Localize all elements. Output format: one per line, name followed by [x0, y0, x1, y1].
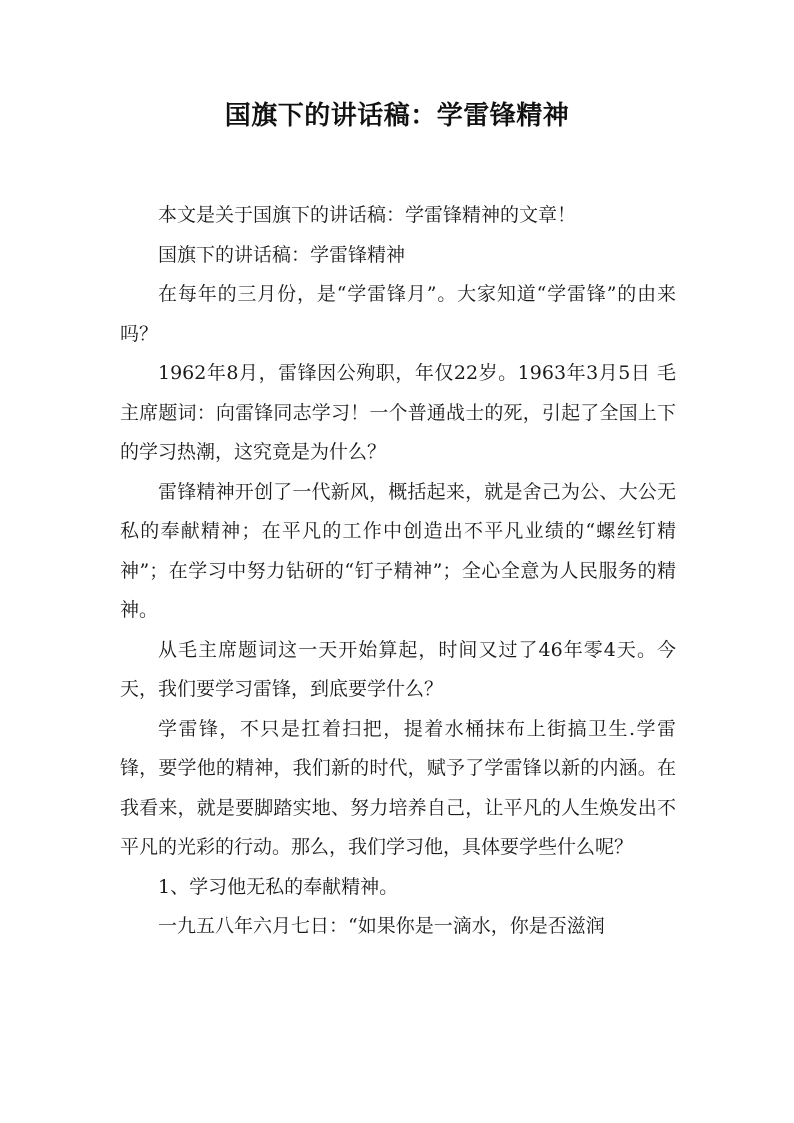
paragraph-march: 在每年的三月份，是“学雷锋月”。大家知道“学雷锋”的由来吗？ — [120, 283, 676, 345]
document-title: 国旗下的讲话稿：学雷锋精神 — [224, 101, 570, 131]
paragraph-intro: 本文是关于国旗下的讲话稿：学雷锋精神的文章！ — [158, 204, 577, 226]
paragraph-today: 从毛主席题词这一天开始算起，时间又过了46年零4天。今天，我们要学习雷锋，到底要学什么？ — [120, 638, 676, 700]
paragraph-quote: 一九五八年六月七日：“如果你是一滴水，你是否滋润 — [158, 915, 605, 937]
paragraph-subtitle: 国旗下的讲话稿：学雷锋精神 — [158, 243, 406, 266]
paragraph-point-1: 1、学习他无私的奉献精神。 — [158, 875, 399, 898]
document-body — [120, 196, 676, 947]
paragraph-meaning: 学雷锋，不只是扛着扫把，提着水桶抹布上街搞卫生.学雷锋，要学他的精神，我们新的时代，赋予了学雷锋以新的内涵。在我看来，就是要脚踏实地、努力培养自己，让平凡的人生焕发出不平凡的光彩的行动。那么，我们学习他，具体要学些什么呢？ — [120, 717, 676, 858]
paragraph-history: 1962年8月，雷锋因公殉职，年仅22岁。1963年3月5日 毛主席题词：向雷锋同志学习！一个普通战士的死，引起了全国上下的学习热潮，这究竟是为什么？ — [120, 362, 676, 463]
paragraph-spirit: 雷锋精神开创了一代新风，概括起来，就是舍己为公、大公无私的奉献精神；在平凡的工作中创造出不平凡业绩的“螺丝钉精神”；在学习中努力钻研的“钉子精神”；全心全意为人民服务的精神。 — [120, 480, 676, 621]
